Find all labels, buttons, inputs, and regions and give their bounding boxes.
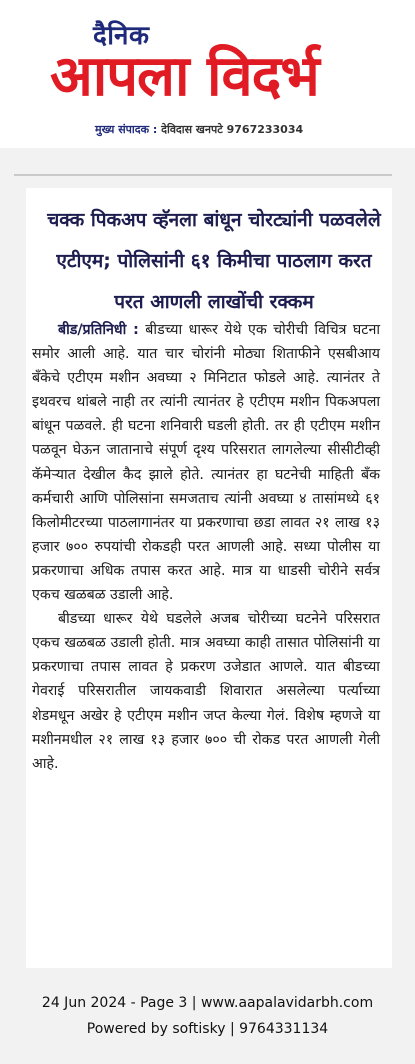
page-footer <box>0 990 415 1042</box>
paragraph-1-text: बीडच्या धारूर येथे एक चोरीची विचित्र घटना समोर आली आहे. यात चार चोरांनी मोठ्या शिताफीने एसबीआय बँकेचे एटीएम मशीन अवघ्या २ मिनिटात फोडले आहे. त्यानंतर ते इथवरच थांबले नाही तर त्यांनी त्यानंतर हे एटीएम मशीन पिकअपला बांधून पळवले. ही घटना शनिवारी घडली होती. तर ही एटीएम मशीन पळवून घेऊन जातानाचे संपूर्ण दृश्य परिसरात लागलेल्या सीसीटीव्ही कॅमेऱ्यात देखील कैद झाले होते. त्यानंतर हा घटनेची माहिती बँक कर्मचारी आणि पोलिसांना समजताच त्यांनी अवघ्या ४ तासांमध्ये ६१ किलोमीटरच्या पाठलागानंतर या प्रकरणाचा छडा लावत २१ लाख १३ हजार ७०० रुपयांची रोकडही परत आणली आहे. सध्या पोलीस या प्रकरणाचा अधिक तपास करत आहे. मात्र या धाडसी चोरीने सर्वत्र एकच खळबळ उडाली आहे. <box>32 322 380 604</box>
masthead <box>0 0 415 148</box>
editor-label: मुख्य संपादक : <box>95 123 158 136</box>
brand-small-title: दैनिक <box>93 21 150 51</box>
footer-powered-by: Powered by softisky | 9764331134 <box>86 1021 329 1037</box>
top-divider <box>14 174 392 176</box>
article-headline: चक्क पिकअप व्हॅनला बांधून चोरट्यांनी पळवलेले एटीएम; पोलिसांनी ६१ किमीचा पाठलाग करत परत आणली लाखोंची रक्कम <box>47 209 381 313</box>
article-body <box>32 318 380 776</box>
article-paragraph-1 <box>32 318 380 607</box>
article-byline: बीड/प्रतिनिधी : <box>58 322 139 338</box>
editor-value: देविदास खनपटे 9767233034 <box>161 123 304 136</box>
editor-line <box>95 122 303 137</box>
footer-date-page-site: 24 Jun 2024 - Page 3 | www.aapalavidarbh.com <box>41 995 374 1011</box>
article-paragraph-2: बीडच्या धारूर येथे घडलेले अजब चोरीच्या घटनेने परिसरात एकच खळबळ उडाली होती. मात्र अवघ्या काही तासात पोलिसांनी या प्रकरणाचा तपास लावत हे प्रकरण उजेडात आणले. यात बीडच्या गेवराई परिसरातील जायकवाडी शिवारात असलेल्या पर्त्याच्या शेडमधून अखेर हे एटीएम मशीन जप्त केल्या गेलं. विशेष म्हणजे या मशीनमधील २१ लाख १३ हजार ७०० ची रोकड परत आणली गेली आहे. <box>32 611 380 772</box>
brand-logo-title: आपला विदर्भ <box>50 44 319 109</box>
